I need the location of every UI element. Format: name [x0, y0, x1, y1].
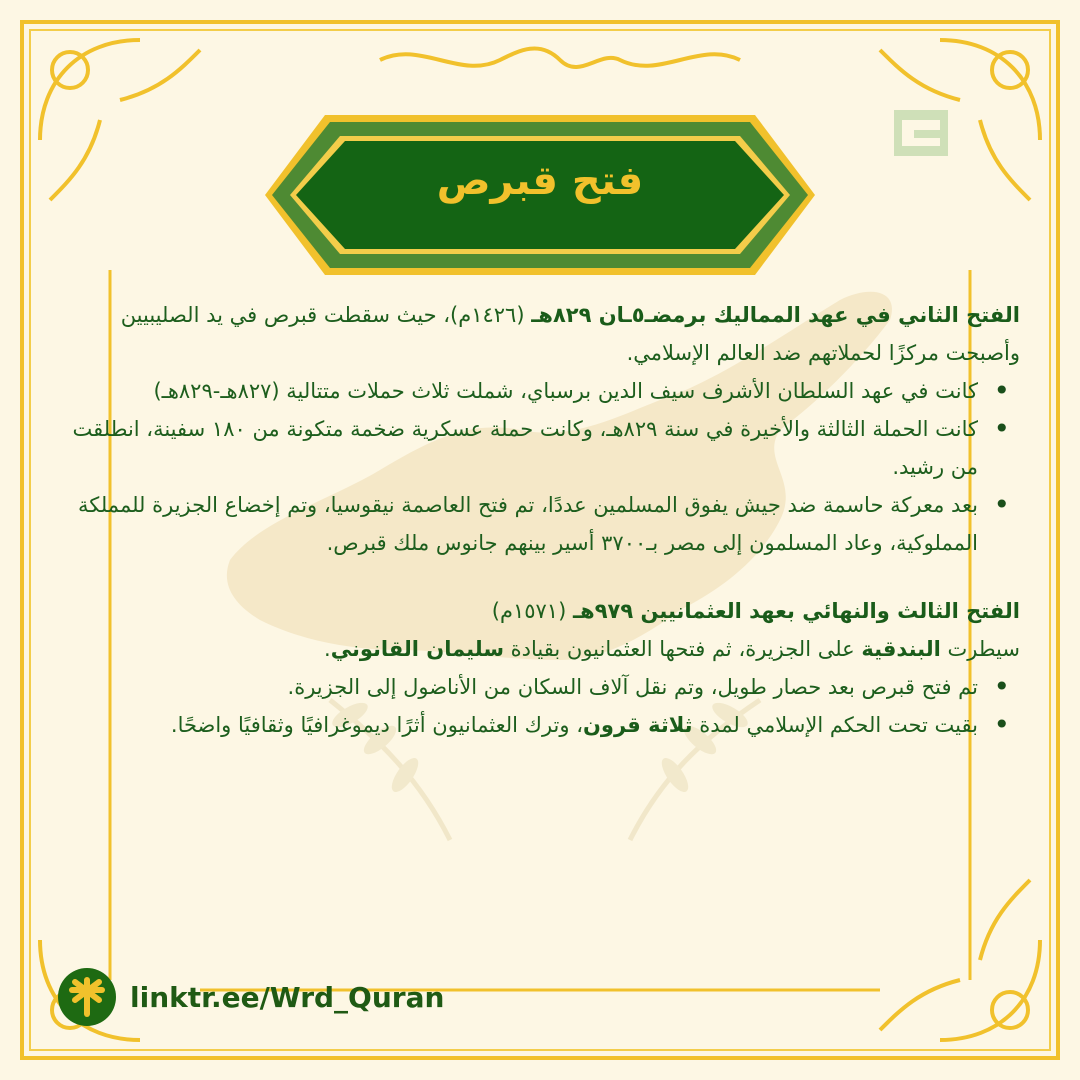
- section2-heading: [60, 592, 1020, 630]
- section2-heading-rest: (١٥٧١م): [491, 599, 573, 623]
- list-item: • كانت في عهد السلطان الأشرف سيف الدين برسباي، شملت ثلاث حملات متتالية (٨٢٧هـ-٨٢٩هـ): [60, 372, 1020, 410]
- section2-intro: [60, 630, 1020, 668]
- text-part: ، وترك العثمانيون أثرًا ديموغرافيًا وثقافيًا واضحًا.: [170, 713, 583, 737]
- text-part: على الجزيرة، ثم فتحها العثمانيون بقيادة: [503, 637, 862, 661]
- brand-logo-icon: [892, 108, 950, 158]
- list-item: • بعد معركة حاسمة ضد جيش يفوق المسلمين عددًا، تم فتح العاصمة نيقوسيا، وتم إخضاع الجزيرة للمملكة المملوكية، وعاد المسلمون إلى مصر بـ٣٧٠٠ أسير بينهم جانوس ملك قبرص.: [60, 486, 1020, 562]
- top-ornament: [380, 48, 740, 67]
- section1-heading-bold: الفتح الثاني في عهد المماليك برمضـ٥ـان ٨٢٩هـ: [531, 303, 1020, 327]
- main-content: [60, 296, 1020, 744]
- venice-bold: البندقية: [861, 637, 941, 661]
- linktree-icon: [58, 968, 116, 1026]
- page-title: فتح قبرص: [436, 158, 644, 204]
- list-item: • كانت الحملة الثالثة والأخيرة في سنة ٨٢٩هـ، وكانت حملة عسكرية ضخمة متكونة من ١٨٠ سفينة، انطلقت من رشيد.: [60, 410, 1020, 486]
- list-item: • تم فتح قبرص بعد حصار طويل، وتم نقل آلاف السكان من الأناضول إلى الجزيرة.: [60, 668, 1020, 706]
- section1-heading-rest: (١٤٢٦م)، حيث سقطت قبرص في يد الصليبيين وأصبحت مركزًا لحملاتهم ضد العالم الإسلامي.: [120, 303, 1020, 365]
- linktree-badge[interactable]: [58, 968, 116, 1026]
- text-part: .: [324, 637, 331, 661]
- footer-link[interactable]: linktr.ee/Wrd_Quran: [130, 981, 445, 1014]
- list-item: [60, 706, 1020, 744]
- three-centuries-bold: ثلاثة قرون: [582, 713, 693, 737]
- corner-ornament-br: [880, 880, 1040, 1040]
- section1-heading: [60, 296, 1020, 372]
- text-part: سيطرت: [940, 637, 1020, 661]
- section2-heading-bold: الفتح الثالث والنهائي بعهد العثمانيين ٩٧٩هـ: [572, 599, 1020, 623]
- section1-list: [60, 372, 1020, 562]
- text-part: بقيت تحت الحكم الإسلامي لمدة: [692, 713, 978, 737]
- section2-list: [60, 668, 1020, 744]
- suleiman-bold: سليمان القانوني: [330, 637, 504, 661]
